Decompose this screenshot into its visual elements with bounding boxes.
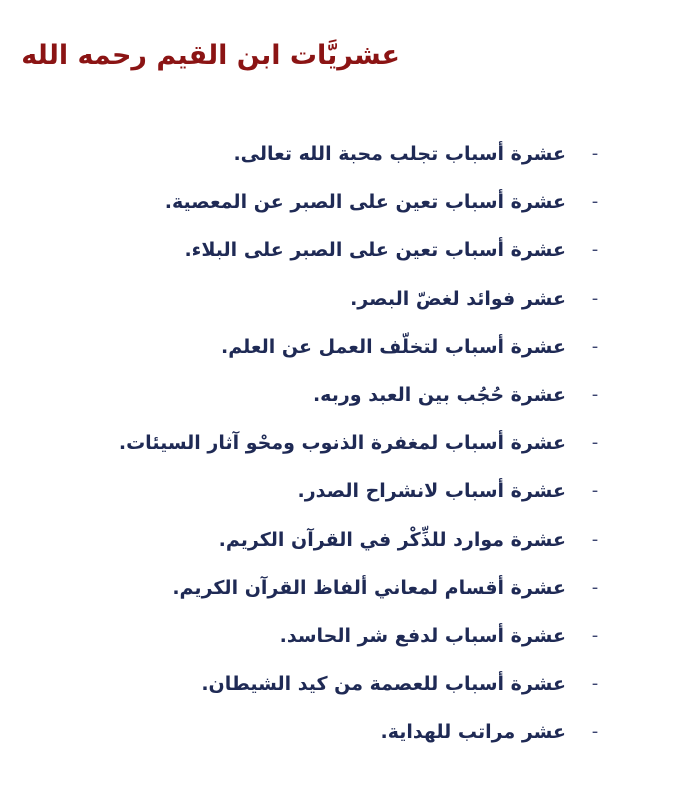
list-item-text: عشرة موارد للذِّكْر في القرآن الكريم. — [218, 528, 566, 551]
list-item — [84, 564, 604, 612]
list-item — [84, 612, 604, 660]
list-item — [84, 275, 604, 323]
list-item — [84, 226, 604, 274]
list-item — [84, 467, 604, 515]
list-item-text: عشرة حُجُب بين العبد وربه. — [312, 383, 566, 406]
dash-bullet-icon: - — [591, 383, 599, 405]
list-item — [84, 516, 604, 564]
dash-bullet-icon: - — [591, 239, 599, 261]
list-item — [84, 130, 604, 178]
list-item — [84, 371, 604, 419]
list-item-text: عشرة أسباب للعصمة من كيد الشيطان. — [201, 673, 566, 696]
topics-list — [84, 130, 604, 756]
list-item-text: عشر مراتب للهداية. — [380, 721, 566, 744]
dash-bullet-icon: - — [591, 673, 599, 695]
dash-bullet-icon: - — [591, 335, 599, 357]
list-item — [84, 178, 604, 226]
dash-bullet-icon: - — [591, 432, 599, 454]
list-item-text: عشرة أسباب لتخلّف العمل عن العلم. — [221, 335, 566, 358]
list-item — [84, 419, 604, 467]
list-item-text: عشرة أسباب تعين على الصبر عن المعصية. — [164, 191, 566, 214]
dash-bullet-icon: - — [591, 721, 599, 743]
dash-bullet-icon: - — [591, 143, 599, 164]
dash-bullet-icon: - — [591, 287, 599, 309]
dash-bullet-icon: - — [591, 480, 599, 502]
list-item — [84, 660, 604, 708]
list-item-text: عشر فوائد لغضّ البصر. — [350, 287, 566, 310]
list-item-text: عشرة أسباب تجلب محبة الله تعالى. — [233, 143, 566, 165]
list-item-text: عشرة أسباب لدفع شر الحاسد. — [279, 624, 566, 647]
list-item-text: عشرة أقسام لمعاني ألفاظ القرآن الكريم. — [172, 576, 566, 599]
list-item-text: عشرة أسباب تعين على الصبر على البلاء. — [184, 239, 566, 262]
dash-bullet-icon: - — [591, 576, 599, 598]
list-item — [84, 323, 604, 371]
list-item — [84, 708, 604, 756]
list-item-text: عشرة أسباب لمغفرة الذنوب ومحْو آثار السيئات. — [118, 432, 566, 455]
list-item-text: عشرة أسباب لانشراح الصدر. — [297, 480, 566, 503]
dash-bullet-icon: - — [591, 528, 599, 550]
dash-bullet-icon: - — [591, 191, 599, 213]
document-title: عشريَّات ابن القيم رحمه الله — [21, 40, 400, 71]
dash-bullet-icon: - — [591, 624, 599, 646]
